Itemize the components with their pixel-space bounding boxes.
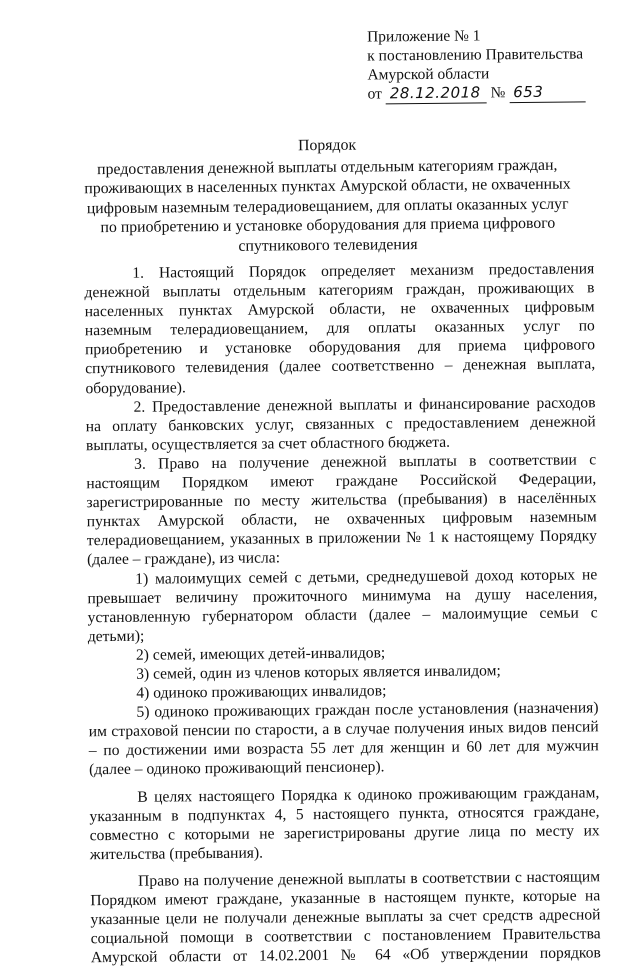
title-heading: Порядок [297,136,357,155]
list-item-4: 4) одиноко проживающих инвалидов; [136,682,387,702]
paragraph-4: В целях настоящего Порядка к одиноко проживающим гражданам, указанным в подпунктах 4, 5 настоящего пункта, относятся граждане, совместно с которыми не зарегистрированы другие лица по месту их жительства (пребывания). [89,783,600,864]
title-subtitle: предоставления денежной выплаты отдельным категориям граждан, проживающих в населенных пунктах Амурской области, не охваченных цифровым наземным телерадиовещанием, для оплаты оказанных услуг по приобретению и установке оборудования для приема цифрового спутникового телевидения [84,156,571,255]
appendix-label: Приложение № 1 [366,27,481,46]
paragraph-3: 3. Право на получение денежной выплаты в соответствии с настоящим Порядком имеют граждане Российской Федерации, зарегистрированные по месту жительства (пребывания) в населённых пунктах Амурской области, не охваченных цифровым наземным телерадиовещанием, указанных в приложении № 1 к настоящему Порядку (далее – граждане), из числа: [86,451,597,569]
paragraph-5: Право на получение денежной выплаты в соответствии с настоящим Порядком имеют граждане, указанные в настоящем пункте, которые на указанные цели не получали денежные выплаты за счет средств адресной социальной помощи в соответствии с постановлением Правительства Амурской области от 14.02.2001 № 64 «Об утверждении порядков [90,868,601,967]
number-prefix: № [490,84,506,102]
list-item-5: 5) одиноко проживающих граждан после установления (назначения) им страховой пенсии по старости, а в случае получения иных видов пенсий – по достижении ими возраста 55 лет для женщин и 60 лет для мужчин (далее – одиноко проживающий пенсионер). [88,699,599,779]
handwritten-number: 653 [509,82,585,103]
appendix-header [367,25,618,104]
handwritten-date: 28.12.2018 [386,83,487,104]
list-item-3: 3) семей, один из членов которых является инвалидом; [136,662,501,683]
date-prefix: от [367,85,382,103]
list-item-1: 1) малоимущих семей с детьми, среднедушевой доход которых не превышает величину прожиточного минимума на душу населения, установленную губернатором области (далее – малоимущие семьи с детьми); [87,565,598,646]
resolution-reference: к постановлению Правительства [367,45,584,65]
document-title [77,134,578,258]
date-number-line [367,82,617,104]
list-item-2: 2) семей, имеющих детей-инвалидов; [135,644,386,664]
paragraph-2: 2. Предоставление денежной выплаты и финансирование расходов на оплату банковских услуг, связанных с предоставлением денежной выплаты, осуществляется за счет областного бюджета. [85,394,596,455]
paragraph-1: 1. Настоящий Порядок определяет механизм предоставления денежной выплаты отдельным категориям граждан, проживающих в населенных пунктах Амурской области, не охваченных цифровым наземным телерадиовещанием, для оплаты оказанных услуг по приобретению и установке оборудования для приема цифрового спутникового телевидения (далее соответственно – денежная выплата, оборудование). [84,260,596,397]
document-body [84,259,601,967]
region-name: Амурской области [367,65,490,84]
